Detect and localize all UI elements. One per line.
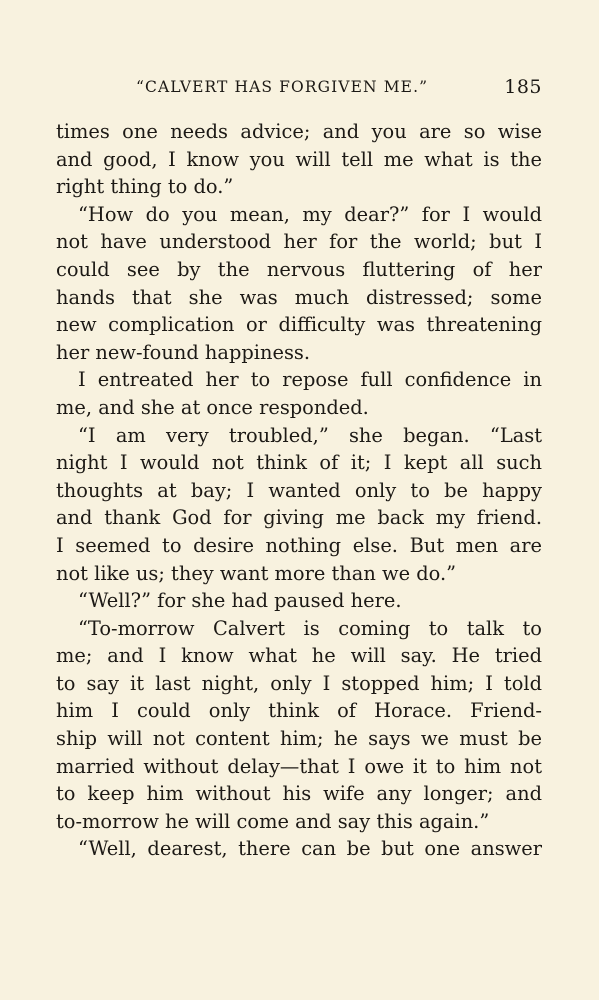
text-line: her new-found happiness.: [56, 340, 311, 364]
text-line: could see by the nervous fluttering of her: [56, 257, 542, 281]
text-line: and good, I know you will tell me what is the: [56, 147, 542, 171]
text-line: married without delay—that I owe it to him not: [56, 754, 542, 778]
running-title: “CALVERT HAS FORGIVEN ME.”: [136, 78, 429, 96]
text-line: and thank God for giving me back my friend.: [56, 506, 542, 530]
text-line: to-morrow he will come and say this again.”: [56, 809, 490, 833]
text-line: thoughts at bay; I wanted only to be happy: [56, 478, 542, 502]
text-line: I seemed to desire nothing else. But men are: [56, 533, 542, 557]
text-line: not like us; they want more than we do.”: [56, 561, 457, 585]
text-line: “To-morrow Calvert is coming to talk to: [78, 616, 542, 640]
page-number: 185: [504, 76, 542, 98]
text-line: to say it last night, only I stopped him; I told: [56, 671, 542, 695]
text-line: to keep him without his wife any longer; and: [56, 782, 542, 806]
text-line: him I could only think of Horace. Friend-: [56, 699, 542, 723]
body-text: [56, 118, 542, 863]
text-line: me; and I know what he will say. He tried: [56, 644, 542, 668]
text-line: night I would not think of it; I kept all such: [56, 451, 542, 475]
text-line: I entreated her to repose full confidence in: [78, 368, 542, 392]
text-line: right thing to do.”: [56, 175, 234, 199]
text-line: hands that she was much distressed; some: [56, 285, 542, 309]
text-line: me, and she at once responded.: [56, 395, 369, 419]
text-line: “Well, dearest, there can be but one answer: [78, 837, 542, 861]
running-head: [56, 76, 542, 100]
text-line: times one needs advice; and you are so wise: [56, 120, 542, 143]
text-line: “I am very troubled,” she began. “Last: [78, 423, 542, 447]
text-line: new complication or difficulty was threatening: [56, 313, 542, 337]
text-line: “How do you mean, my dear?” for I would: [78, 202, 542, 226]
text-line: ship will not content him; he says we must be: [56, 727, 542, 751]
text-line: not have understood her for the world; but I: [56, 230, 542, 254]
text-line: “Well?” for she had paused here.: [78, 589, 402, 613]
